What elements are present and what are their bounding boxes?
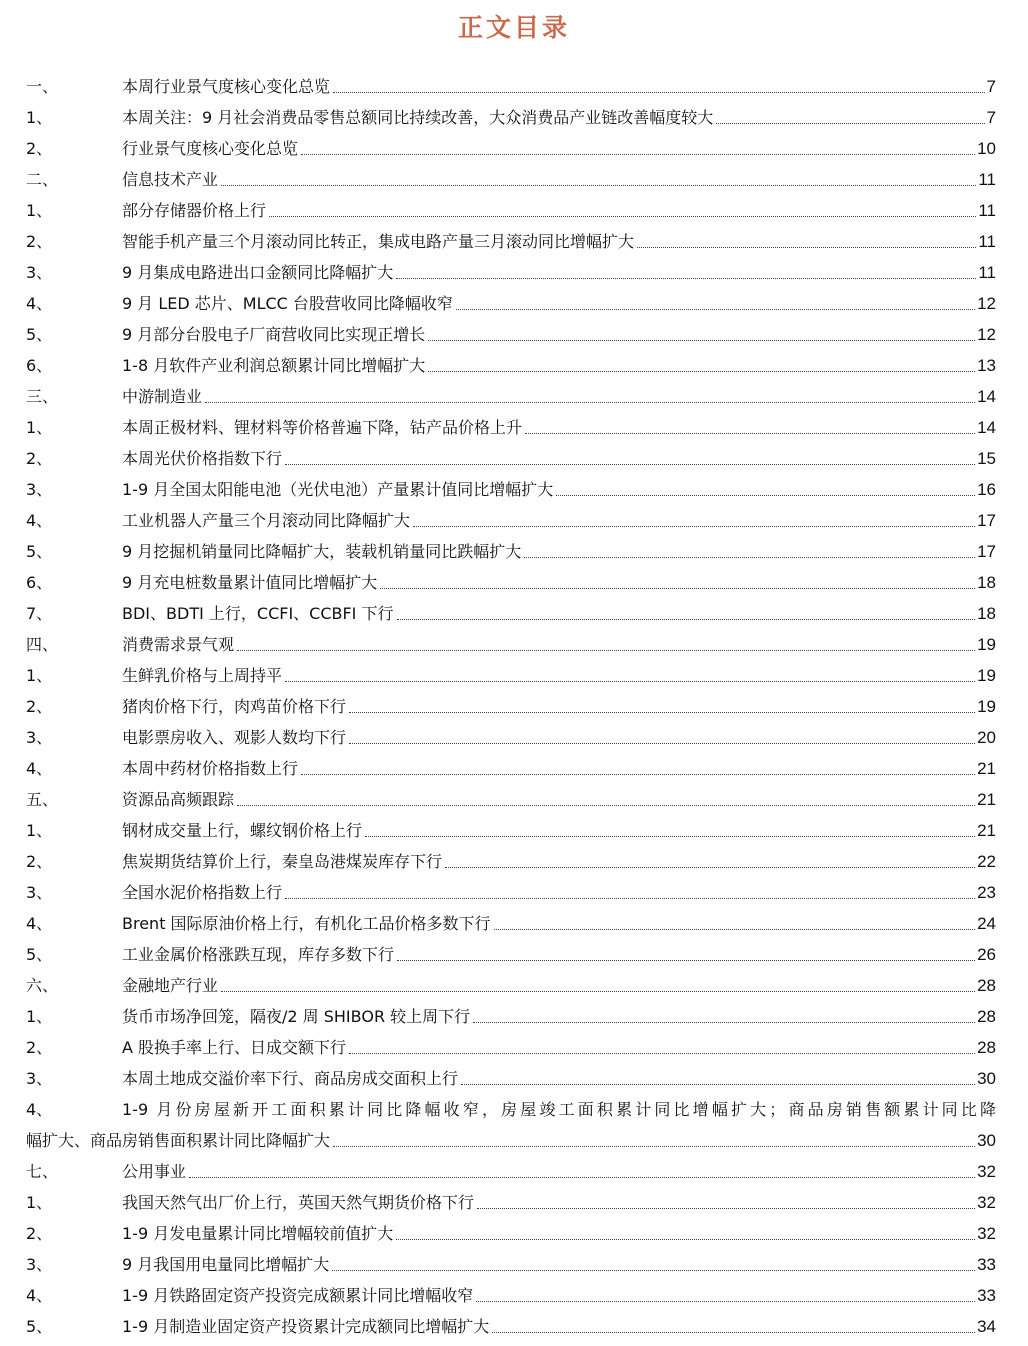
dot-leader — [397, 619, 976, 620]
entry-title: 1-8 月软件产业利润总额累计同比增幅扩大 — [122, 356, 426, 375]
toc-entry[interactable] — [26, 1001, 996, 1032]
entry-page-number[interactable]: 7 — [986, 108, 996, 127]
entry-page-number[interactable]: 15 — [977, 449, 996, 468]
toc-entry[interactable] — [26, 722, 996, 753]
entry-page-number[interactable]: 16 — [977, 480, 996, 499]
entry-number: 五、 — [26, 790, 59, 809]
entry-title: 信息技术产业 — [122, 170, 219, 189]
entry-number: 1、 — [26, 1007, 53, 1026]
entry-page-number[interactable]: 20 — [977, 728, 996, 747]
entry-number: 4、 — [26, 294, 53, 313]
toc-entry[interactable] — [26, 474, 996, 505]
toc-entry[interactable] — [26, 1249, 996, 1280]
entry-title: 猪肉价格下行，肉鸡苗价格下行 — [122, 697, 347, 716]
dot-leader — [637, 247, 976, 248]
entry-page-number[interactable]: 12 — [977, 294, 996, 313]
dot-leader — [413, 526, 975, 527]
entry-page-number[interactable]: 11 — [978, 170, 996, 189]
entry-title: 1-9 月制造业固定资产投资累计完成额同比增幅扩大 — [122, 1317, 490, 1336]
table-of-contents — [26, 71, 996, 1342]
dot-leader — [461, 1084, 975, 1085]
toc-entry[interactable] — [26, 71, 996, 102]
entry-title: 金融地产行业 — [122, 976, 219, 995]
toc-entry[interactable] — [26, 567, 996, 598]
entry-number: 4、 — [26, 759, 53, 778]
entry-title: A 股换手率上行、日成交额下行 — [122, 1038, 347, 1057]
entry-page-number[interactable]: 21 — [977, 821, 996, 840]
entry-title: 本周关注：9 月社会消费品零售总额同比持续改善，大众消费品产业链改善幅度较大 — [122, 108, 714, 127]
dot-leader — [556, 495, 975, 496]
entry-page-number[interactable]: 14 — [977, 387, 996, 406]
entry-title-continued: 幅扩大、商品房销售面积累计同比降幅扩大 — [26, 1131, 331, 1150]
entry-number: 2、 — [26, 1224, 53, 1243]
entry-number: 3、 — [26, 883, 53, 902]
toc-entry[interactable] — [26, 1032, 996, 1063]
toc-entry[interactable] — [26, 381, 996, 412]
entry-title: 9 月我国用电量同比增幅扩大 — [122, 1255, 330, 1274]
entry-number: 1、 — [26, 201, 53, 220]
dot-leader — [396, 278, 976, 279]
toc-entry[interactable] — [26, 443, 996, 474]
entry-number: 3、 — [26, 728, 53, 747]
entry-page-number[interactable]: 18 — [977, 573, 996, 592]
entry-title: 工业机器人产量三个月滚动同比降幅扩大 — [122, 511, 411, 530]
entry-page-number[interactable]: 17 — [977, 511, 996, 530]
dot-leader — [492, 1332, 975, 1333]
toc-entry[interactable] — [26, 102, 996, 133]
entry-title: 9 月挖掘机销量同比降幅扩大，装载机销量同比跌幅扩大 — [122, 542, 522, 561]
toc-entry[interactable] — [26, 1311, 996, 1342]
entry-title: 行业景气度核心变化总览 — [122, 139, 299, 158]
dot-leader — [237, 650, 975, 651]
entry-title: 智能手机产量三个月滚动同比转正，集成电路产量三月滚动同比增幅扩大 — [122, 232, 635, 251]
dot-leader — [494, 929, 976, 930]
dot-leader — [456, 309, 975, 310]
entry-title: 9 月充电桩数量累计值同比增幅扩大 — [122, 573, 378, 592]
dot-leader — [445, 867, 975, 868]
dot-leader — [477, 1208, 975, 1209]
entry-page-number[interactable]: 22 — [977, 852, 996, 871]
entry-number: 5、 — [26, 325, 53, 344]
dot-leader — [396, 1239, 975, 1240]
dot-leader — [285, 464, 975, 465]
entry-number: 1、 — [26, 418, 53, 437]
entry-number: 5、 — [26, 945, 53, 964]
entry-title: 钢材成交量上行，螺纹钢价格上行 — [122, 821, 363, 840]
entry-number: 1、 — [26, 1193, 53, 1212]
entry-number: 七、 — [26, 1162, 59, 1181]
dot-leader — [221, 991, 975, 992]
entry-page-number[interactable]: 17 — [977, 542, 996, 561]
entry-title: 本周中药材价格指数上行 — [122, 759, 299, 778]
toc-entry[interactable] — [26, 257, 996, 288]
toc-entry[interactable] — [26, 1280, 996, 1311]
toc-entry[interactable] — [26, 133, 996, 164]
entry-number: 一、 — [26, 77, 59, 96]
dot-leader — [716, 123, 984, 124]
toc-entry[interactable] — [26, 908, 996, 939]
dot-leader — [301, 774, 975, 775]
dot-leader — [397, 960, 975, 961]
entry-number: 3、 — [26, 480, 53, 499]
entry-number: 6、 — [26, 356, 53, 375]
entry-number: 3、 — [26, 263, 53, 282]
toc-entry-continuation[interactable] — [26, 1125, 996, 1156]
dot-leader — [365, 836, 975, 837]
entry-title: 本周土地成交溢价率下行、商品房成交面积上行 — [122, 1069, 459, 1088]
toc-entry[interactable] — [26, 1063, 996, 1094]
entry-title: 资源品高频跟踪 — [122, 790, 235, 809]
toc-entry[interactable] — [26, 226, 996, 257]
entry-title: Brent 国际原油价格上行，有机化工品价格多数下行 — [122, 914, 491, 933]
entry-page-number[interactable]: 19 — [977, 635, 996, 654]
dot-leader — [189, 1177, 975, 1178]
entry-number: 4、 — [26, 1286, 53, 1305]
entry-page-number[interactable]: 32 — [977, 1162, 996, 1181]
entry-page-number[interactable]: 11 — [978, 263, 996, 282]
entry-number: 六、 — [26, 976, 59, 995]
entry-page-number[interactable]: 12 — [977, 325, 996, 344]
entry-title: 公用事业 — [122, 1162, 187, 1181]
dot-leader — [285, 681, 975, 682]
toc-entry[interactable] — [26, 1218, 996, 1249]
page-title: 正文目录 — [457, 13, 570, 42]
entry-number: 1、 — [26, 821, 53, 840]
entry-number: 7、 — [26, 604, 53, 623]
toc-entry[interactable] — [26, 288, 996, 319]
entry-title: BDI、BDTI 上行，CCFI、CCBFI 下行 — [122, 604, 394, 623]
entry-number: 5、 — [26, 1317, 53, 1336]
entry-title: 1-9 月铁路固定资产投资完成额累计同比增幅收窄 — [122, 1286, 474, 1305]
dot-leader — [237, 805, 975, 806]
entry-number: 4、 — [26, 1100, 53, 1119]
toc-entry[interactable] — [26, 815, 996, 846]
entry-number: 5、 — [26, 542, 53, 561]
dot-leader — [333, 92, 985, 93]
dot-leader — [473, 1022, 975, 1023]
toc-entry[interactable] — [26, 536, 996, 567]
entry-title: 部分存储器价格上行 — [122, 201, 267, 220]
toc-entry[interactable] — [26, 753, 996, 784]
dot-leader — [524, 557, 975, 558]
dot-leader — [476, 1301, 975, 1302]
dot-leader — [349, 712, 975, 713]
dot-leader — [428, 371, 975, 372]
entry-title: 我国天然气出厂价上行，英国天然气期货价格下行 — [122, 1193, 475, 1212]
entry-page-number[interactable]: 18 — [977, 604, 996, 623]
toc-entry[interactable] — [26, 691, 996, 722]
entry-title: 全国水泥价格指数上行 — [122, 883, 283, 902]
toc-entry[interactable] — [26, 350, 996, 381]
toc-entry[interactable] — [26, 877, 996, 908]
entry-page-number[interactable]: 14 — [977, 418, 996, 437]
entry-page-number[interactable]: 34 — [977, 1317, 996, 1336]
entry-page-number[interactable]: 21 — [977, 790, 996, 809]
entry-number: 2、 — [26, 1038, 53, 1057]
toc-entry[interactable] — [26, 846, 996, 877]
dot-leader — [380, 588, 975, 589]
entry-number: 2、 — [26, 232, 53, 251]
toc-entry[interactable] — [26, 195, 996, 226]
entry-title: 本周正极材料、锂材料等价格普遍下降，钴产品价格上升 — [122, 418, 523, 437]
toc-entry[interactable] — [26, 660, 996, 691]
entry-page-number[interactable]: 33 — [977, 1286, 996, 1305]
dot-leader — [349, 1053, 975, 1054]
entry-title: 货币市场净回笼，隔夜/2 周 SHIBOR 较上周下行 — [122, 1007, 471, 1026]
dot-leader — [428, 340, 975, 341]
entry-page-number[interactable]: 24 — [977, 914, 996, 933]
entry-page-number[interactable]: 30 — [977, 1131, 996, 1150]
entry-title: 9 月集成电路进出口金额同比降幅扩大 — [122, 263, 394, 282]
entry-title: 生鲜乳价格与上周持平 — [122, 666, 283, 685]
entry-page-number[interactable]: 23 — [977, 883, 996, 902]
toc-entry[interactable] — [26, 164, 996, 195]
entry-number: 3、 — [26, 1069, 53, 1088]
toc-entry[interactable] — [26, 970, 996, 1001]
entry-title: 1-9 月全国太阳能电池（光伏电池）产量累计值同比增幅扩大 — [122, 480, 554, 499]
entry-title: 工业金属价格涨跌互现，库存多数下行 — [122, 945, 395, 964]
dot-leader — [332, 1270, 975, 1271]
entry-page-number[interactable]: 30 — [977, 1069, 996, 1088]
entry-number: 2、 — [26, 139, 53, 158]
toc-entry[interactable] — [26, 939, 996, 970]
entry-page-number[interactable]: 19 — [977, 666, 996, 685]
dot-leader — [525, 433, 975, 434]
entry-number: 6、 — [26, 573, 53, 592]
entry-number: 2、 — [26, 852, 53, 871]
entry-number: 2、 — [26, 697, 53, 716]
entry-page-number[interactable]: 21 — [977, 759, 996, 778]
entry-title: 1-9 月份房屋新开工面积累计同比降幅收窄，房屋竣工面积累计同比增幅扩大；商品房销售额累计同比降 — [122, 1100, 996, 1119]
entry-page-number[interactable]: 11 — [978, 232, 996, 251]
entry-title: 中游制造业 — [122, 387, 203, 406]
entry-number: 4、 — [26, 914, 53, 933]
entry-page-number[interactable]: 11 — [978, 201, 996, 220]
entry-title: 1-9 月发电量累计同比增幅较前值扩大 — [122, 1224, 394, 1243]
entry-page-number[interactable]: 26 — [977, 945, 996, 964]
entry-page-number[interactable]: 7 — [986, 77, 996, 96]
dot-leader — [285, 898, 975, 899]
entry-number: 2、 — [26, 449, 53, 468]
toc-entry[interactable] — [26, 629, 996, 660]
entry-title: 本周行业景气度核心变化总览 — [122, 77, 331, 96]
entry-title: 电影票房收入、观影人数均下行 — [122, 728, 347, 747]
dot-leader — [205, 402, 975, 403]
entry-title: 9 月 LED 芯片、MLCC 台股营收同比降幅收窄 — [122, 294, 453, 313]
entry-title: 本周光伏价格指数下行 — [122, 449, 283, 468]
toc-entry[interactable] — [26, 319, 996, 350]
entry-title: 焦炭期货结算价上行，秦皇岛港煤炭库存下行 — [122, 852, 443, 871]
entry-number: 3、 — [26, 1255, 53, 1274]
entry-page-number[interactable]: 32 — [977, 1193, 996, 1212]
entry-number: 二、 — [26, 170, 59, 189]
entry-number: 1、 — [26, 108, 53, 127]
toc-entry[interactable] — [26, 1156, 996, 1187]
dot-leader — [349, 743, 975, 744]
entry-number: 1、 — [26, 666, 53, 685]
toc-entry[interactable] — [26, 598, 996, 629]
entry-page-number[interactable]: 28 — [977, 976, 996, 995]
dot-leader — [301, 154, 975, 155]
toc-entry[interactable] — [26, 1094, 996, 1125]
toc-entry[interactable] — [26, 412, 996, 443]
dot-leader — [333, 1146, 975, 1147]
toc-entry[interactable] — [26, 784, 996, 815]
dot-leader — [221, 185, 976, 186]
toc-entry[interactable] — [26, 505, 996, 536]
entry-page-number[interactable]: 33 — [977, 1255, 996, 1274]
dot-leader — [269, 216, 976, 217]
entry-number: 四、 — [26, 635, 59, 654]
entry-page-number[interactable]: 28 — [977, 1038, 996, 1057]
entry-number: 三、 — [26, 387, 59, 406]
toc-entry[interactable] — [26, 1187, 996, 1218]
entry-number: 4、 — [26, 511, 53, 530]
entry-title: 9 月部分台股电子厂商营收同比实现正增长 — [122, 325, 426, 344]
entry-page-number[interactable]: 13 — [977, 356, 996, 375]
entry-page-number[interactable]: 28 — [977, 1007, 996, 1026]
entry-title: 消费需求景气观 — [122, 635, 235, 654]
entry-page-number[interactable]: 10 — [977, 139, 996, 158]
entry-page-number[interactable]: 19 — [977, 697, 996, 716]
entry-page-number[interactable]: 32 — [977, 1224, 996, 1243]
